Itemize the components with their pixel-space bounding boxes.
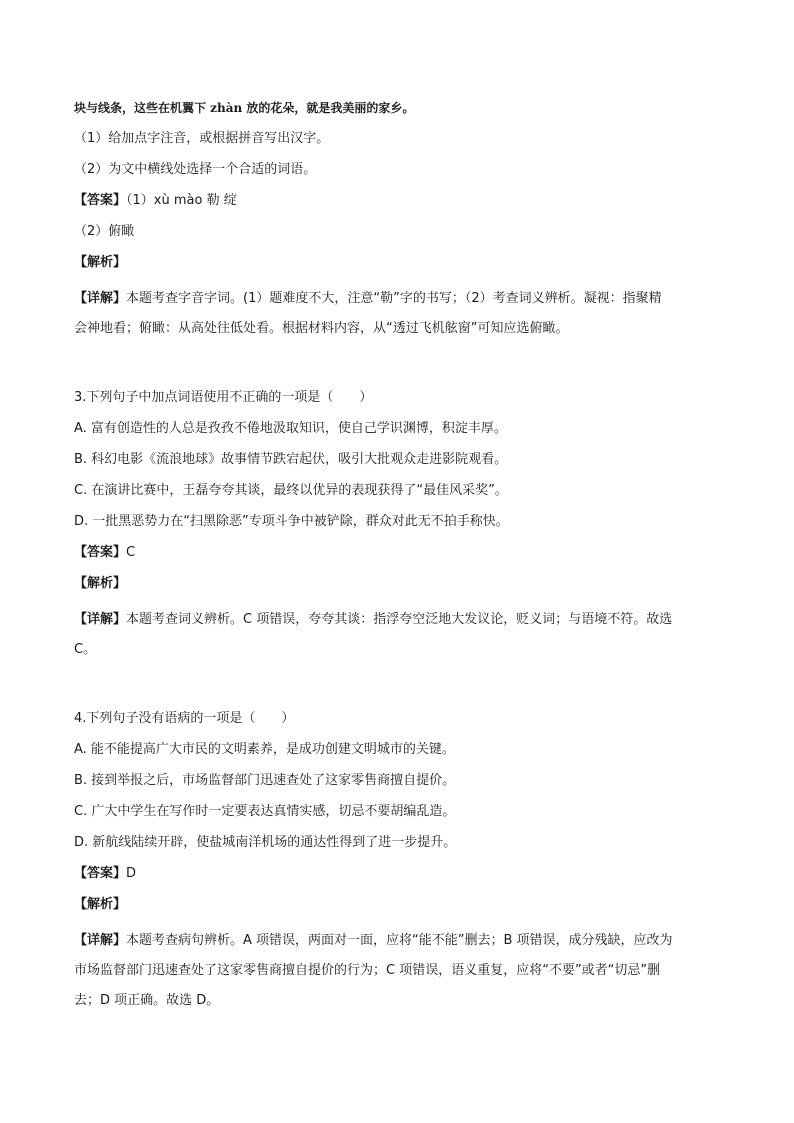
- q3-option-a: A. 富有创造性的人总是孜孜不倦地汲取知识，使自己学识渊博，积淀丰厚。: [74, 421, 507, 436]
- q3-detail-line2: C。: [74, 642, 97, 657]
- q2-sub1: （1）给加点字注音，或根据拼音写出汉字。: [74, 131, 330, 146]
- detail-tag: 【详解】: [74, 612, 127, 627]
- q4-answer-value: D: [126, 866, 137, 881]
- passage-tail: 块与线条，这些在机翼下 zhàn 放的花朵，就是我美丽的家乡。: [74, 101, 415, 115]
- q4-option-d: D. 新航线陆续开辟，使盐城南洋机场的通达性得到了进一步提升。: [74, 835, 457, 850]
- q4-option-c: C. 广大中学生在写作时一定要表达真情实感，切忌不要胡编乱造。: [74, 804, 456, 819]
- q3-answer-value: C: [126, 545, 136, 560]
- q2-answer-1: （1）xù mào 勒 绽: [126, 193, 237, 208]
- q2-answer: [74, 191, 724, 211]
- q3-detail: [74, 605, 724, 665]
- detail-tag: 【详解】: [74, 933, 127, 948]
- q2-sub2: （2）为文中横线处选择一个合适的词语。: [74, 162, 317, 177]
- document-page: [74, 98, 724, 1016]
- q2-detail: [74, 284, 724, 344]
- answer-tag: 【答案】: [74, 193, 127, 208]
- answer-tag: 【答案】: [74, 545, 127, 560]
- q4-detail-line2: 市场监督部门迅速查处了这家零售商擅自提价的行为；C 项错误，语义重复，应将“不要”或者“切忌”删: [74, 963, 661, 978]
- q4-analysis-tag: 【解析】: [74, 897, 127, 912]
- q4-title: 4.下列句子没有语病的一项是（ ）: [74, 711, 295, 726]
- q3-title: 3.下列句子中加点词语使用不正确的一项是（ ）: [74, 390, 373, 405]
- answer-tag: 【答案】: [74, 866, 127, 881]
- q3-analysis-tag: 【解析】: [74, 576, 127, 591]
- q3-answer: [74, 543, 724, 563]
- q4-answer: [74, 864, 724, 884]
- q3-option-c: C. 在演讲比赛中，王磊夸夸其谈，最终以优异的表现获得了“最佳风采奖”。: [74, 483, 508, 498]
- q4-option-b: B. 接到举报之后，市场监督部门迅速查处了这家零售商擅自提价。: [74, 773, 456, 788]
- q4-option-a: A. 能不能提高广大市民的文明素养，是成功创建文明城市的关键。: [74, 742, 455, 757]
- q3-detail-line1: 本题考查词义辨析。C 项错误，夸夸其谈：指浮夸空泛地大发议论，贬义词；与语境不符。故选: [126, 612, 673, 627]
- q2-analysis-tag: 【解析】: [74, 255, 127, 270]
- q3-option-d: D. 一批黑恶势力在“扫黑除恶”专项斗争中被铲除，群众对此无不拍手称快。: [74, 514, 509, 529]
- q2-detail-line1: 本题考查字音字词。(1）题难度不大，注意“勒”字的书写；（2）考查词义辨析。凝视：指聚精: [126, 291, 662, 306]
- q4-detail-line1: 本题考查病句辨析。A 项错误，两面对一面，应将“能不能”删去；B 项错误，成分残缺，应改为: [126, 933, 673, 948]
- q4-detail: [74, 926, 724, 1016]
- q2-answer-2: （2）俯瞰: [74, 224, 135, 239]
- q4-detail-line3: 去；D 项正确。故选 D。: [74, 993, 220, 1008]
- q2-detail-line2: 会神地看；俯瞰：从高处往低处看。根据材料内容，从“透过飞机舷窗”可知应选俯瞰。: [74, 321, 569, 336]
- detail-tag: 【详解】: [74, 291, 127, 306]
- q3-option-b: B. 科幻电影《流浪地球》故事情节跌宕起伏，吸引大批观众走进影院观看。: [74, 452, 508, 467]
